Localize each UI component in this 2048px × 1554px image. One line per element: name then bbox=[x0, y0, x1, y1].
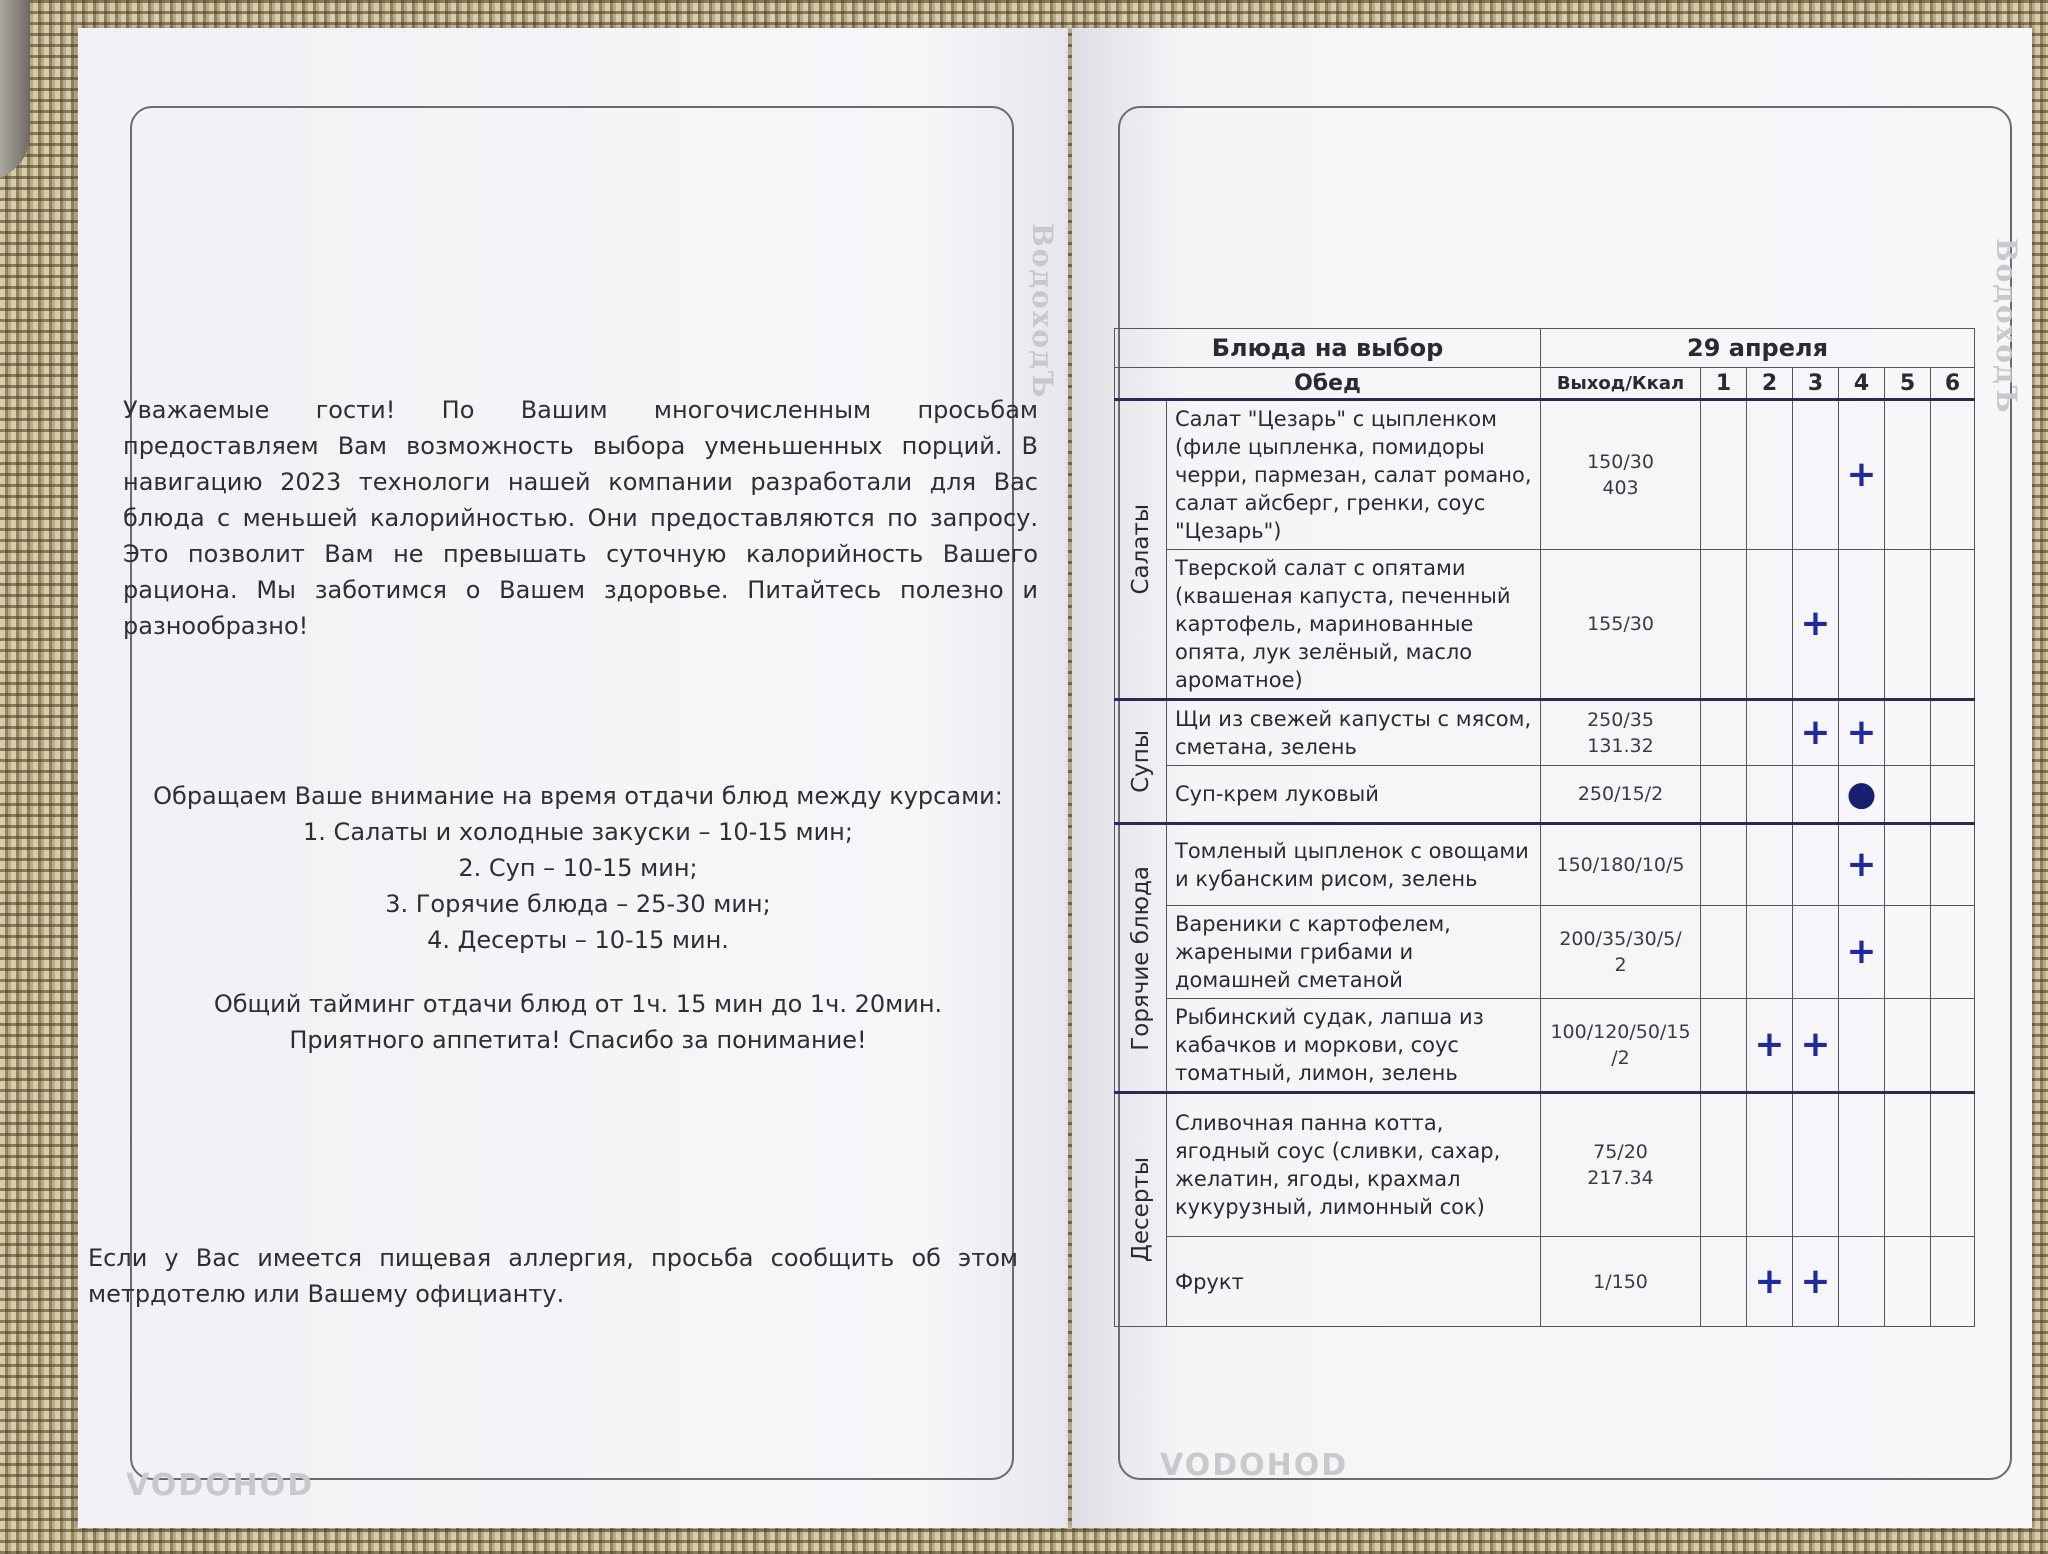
day-6-cell[interactable] bbox=[1931, 999, 1975, 1093]
menu-row bbox=[1115, 906, 1975, 999]
yield-weight: 1/150 bbox=[1593, 1270, 1648, 1293]
day-6-cell[interactable] bbox=[1931, 766, 1975, 824]
day-2-cell[interactable] bbox=[1747, 700, 1793, 766]
menu-row bbox=[1115, 1093, 1975, 1237]
right-page bbox=[1072, 28, 2032, 1528]
dish-yield bbox=[1541, 906, 1701, 999]
dish-name: Рыбинский судак, лапша из кабачков и моркови, соус томатный, лимон, зелень bbox=[1167, 999, 1541, 1093]
menu-row bbox=[1115, 700, 1975, 766]
day-6-cell[interactable] bbox=[1931, 906, 1975, 999]
day-5-cell[interactable] bbox=[1885, 1093, 1931, 1237]
allergy-note: Если у Вас имеется пищевая аллергия, просьба сообщить об этом метрдотелю или Вашему официанту. bbox=[88, 1244, 1018, 1308]
course-item: 3. Горячие блюда – 25-30 мин; bbox=[385, 890, 771, 918]
day-5-cell[interactable] bbox=[1885, 906, 1931, 999]
day-1-cell[interactable] bbox=[1701, 400, 1747, 550]
category-label: Десерты bbox=[1127, 1157, 1154, 1263]
dish-yield bbox=[1541, 766, 1701, 824]
header-day-2: 2 bbox=[1747, 368, 1793, 400]
yield-weight: 150/180/10/5 bbox=[1556, 854, 1685, 876]
day-1-cell[interactable] bbox=[1701, 906, 1747, 999]
day-6-cell[interactable] bbox=[1931, 550, 1975, 700]
day-4-cell[interactable] bbox=[1839, 906, 1885, 999]
course-timing-list bbox=[118, 814, 1038, 958]
handwritten-plus-mark: + bbox=[1846, 454, 1877, 495]
day-1-cell[interactable] bbox=[1701, 700, 1747, 766]
day-4-cell[interactable] bbox=[1839, 1093, 1885, 1237]
yield-weight: 100/120/50/15 bbox=[1550, 1021, 1691, 1043]
handwritten-plus-mark: + bbox=[1800, 712, 1831, 753]
day-4-cell[interactable] bbox=[1839, 1237, 1885, 1327]
day-2-cell[interactable] bbox=[1747, 1093, 1793, 1237]
yield-kcal: 217.34 bbox=[1587, 1167, 1654, 1189]
course-item: 2. Суп – 10-15 мин; bbox=[458, 854, 698, 882]
day-4-cell[interactable] bbox=[1839, 550, 1885, 700]
menu-selection-table bbox=[1114, 328, 1975, 1327]
spoon-utensil bbox=[0, 0, 30, 180]
handwritten-plus-mark: + bbox=[1800, 1024, 1831, 1065]
day-3-cell[interactable] bbox=[1793, 824, 1839, 906]
timing-block bbox=[118, 986, 1038, 1058]
header-dishes: Блюда на выбор bbox=[1115, 329, 1541, 368]
day-4-cell[interactable] bbox=[1839, 766, 1885, 824]
day-4-cell[interactable] bbox=[1839, 700, 1885, 766]
day-3-cell[interactable] bbox=[1793, 400, 1839, 550]
menu-row bbox=[1115, 999, 1975, 1093]
brand-bottom-logo: VODOHOD bbox=[126, 1468, 315, 1503]
dish-yield bbox=[1541, 550, 1701, 700]
day-2-cell[interactable] bbox=[1747, 824, 1793, 906]
category-label: Салаты bbox=[1127, 504, 1154, 595]
day-2-cell[interactable] bbox=[1747, 550, 1793, 700]
brand-bottom-logo: VODOHOD bbox=[1160, 1448, 1349, 1483]
day-2-cell[interactable] bbox=[1747, 1237, 1793, 1327]
day-5-cell[interactable] bbox=[1885, 550, 1931, 700]
yield-kcal: /2 bbox=[1611, 1047, 1630, 1069]
header-day-3: 3 bbox=[1793, 368, 1839, 400]
dish-yield bbox=[1541, 1237, 1701, 1327]
day-4-cell[interactable] bbox=[1839, 824, 1885, 906]
category-label: Супы bbox=[1127, 730, 1154, 793]
header-day-6: 6 bbox=[1931, 368, 1975, 400]
header-day-4: 4 bbox=[1839, 368, 1885, 400]
course-item: 4. Десерты – 10-15 мин. bbox=[427, 926, 729, 954]
day-2-cell[interactable] bbox=[1747, 766, 1793, 824]
category-label: Горячие блюда bbox=[1127, 865, 1154, 1051]
day-5-cell[interactable] bbox=[1885, 1237, 1931, 1327]
day-3-cell[interactable] bbox=[1793, 766, 1839, 824]
day-5-cell[interactable] bbox=[1885, 824, 1931, 906]
dish-name: Томленый цыпленок с овощами и кубанским рисом, зелень bbox=[1167, 824, 1541, 906]
dish-yield bbox=[1541, 1093, 1701, 1237]
intro-paragraph: Уважаемые гости! По Вашим многочисленным просьбам предоставляем Вам возможность выбора уменьшенных порций. В навигацию 2023 технологи нашей компании разработали для Вас блюда с меньшей калорийностью. Они предоставляются по запросу. Это позволит Вам не превышать суточную калорийность Вашего рациона. Мы заботимся о Вашем здоровье. Питайтесь полезно и разнообразно! bbox=[123, 396, 1038, 640]
header-yield: Выход/Ккал bbox=[1541, 368, 1701, 400]
dish-name: Тверской салат с опятами (квашеная капуста, печенный картофель, маринованные опята, лук зелёный, масло ароматное) bbox=[1167, 550, 1541, 700]
dish-yield bbox=[1541, 400, 1701, 550]
menu-row bbox=[1115, 400, 1975, 550]
day-4-cell[interactable] bbox=[1839, 999, 1885, 1093]
day-5-cell[interactable] bbox=[1885, 999, 1931, 1093]
day-5-cell[interactable] bbox=[1885, 700, 1931, 766]
dish-name: Сливочная панна котта, ягодный соус (сливки, сахар, желатин, ягоды, крахмал кукурузный, лимонный сок) bbox=[1167, 1093, 1541, 1237]
dish-name: Суп-крем луковый bbox=[1167, 766, 1541, 824]
handwritten-plus-mark: + bbox=[1800, 1260, 1831, 1302]
category-cell bbox=[1115, 400, 1167, 700]
day-3-cell[interactable] bbox=[1793, 906, 1839, 999]
handwritten-plus-mark: + bbox=[1754, 1260, 1785, 1302]
dish-name: Салат "Цезарь" с цыпленком (филе цыпленка, помидоры черри, пармезан, салат романо, салат айсберг, гренки, соус "Цезарь") bbox=[1167, 400, 1541, 550]
yield-weight: 200/35/30/5/ bbox=[1559, 928, 1682, 950]
day-6-cell[interactable] bbox=[1931, 1237, 1975, 1327]
menu-row bbox=[1115, 1237, 1975, 1327]
header-meal: Обед bbox=[1115, 368, 1541, 400]
category-cell bbox=[1115, 1093, 1167, 1327]
day-3-cell[interactable] bbox=[1793, 1093, 1839, 1237]
day-3-cell[interactable] bbox=[1793, 700, 1839, 766]
handwritten-plus-mark: + bbox=[1754, 1024, 1785, 1065]
handwritten-plus-mark: + bbox=[1846, 844, 1877, 885]
dish-yield bbox=[1541, 824, 1701, 906]
handwritten-plus-mark: + bbox=[1800, 603, 1831, 644]
day-1-cell[interactable] bbox=[1701, 766, 1747, 824]
yield-kcal: 131.32 bbox=[1587, 735, 1654, 757]
category-cell bbox=[1115, 700, 1167, 824]
day-1-cell[interactable] bbox=[1701, 550, 1747, 700]
dish-name: Щи из свежей капусты с мясом, сметана, зелень bbox=[1167, 700, 1541, 766]
serving-time-title: Обращаем Ваше внимание на время отдачи блюд между курсами: bbox=[153, 782, 1003, 810]
day-1-cell[interactable] bbox=[1701, 999, 1747, 1093]
menu-body bbox=[1115, 400, 1975, 1327]
yield-weight: 155/30 bbox=[1587, 613, 1654, 635]
day-6-cell[interactable] bbox=[1931, 1093, 1975, 1237]
day-3-cell[interactable] bbox=[1793, 1237, 1839, 1327]
dish-name: Вареники с картофелем, жареными грибами и домашней сметаной bbox=[1167, 906, 1541, 999]
total-timing-text: Общий тайминг отдачи блюд от 1ч. 15 мин до 1ч. 20мин. bbox=[213, 990, 943, 1018]
yield-weight: 75/20 bbox=[1593, 1141, 1648, 1163]
day-3-cell[interactable] bbox=[1793, 999, 1839, 1093]
day-1-cell[interactable] bbox=[1701, 1093, 1747, 1237]
yield-weight: 150/30 bbox=[1587, 451, 1654, 473]
header-day-1: 1 bbox=[1701, 368, 1747, 400]
day-2-cell[interactable] bbox=[1747, 906, 1793, 999]
thanks-text: Приятного аппетита! Спасибо за понимание! bbox=[289, 1026, 867, 1054]
day-5-cell[interactable] bbox=[1885, 766, 1931, 824]
header-day-5: 5 bbox=[1885, 368, 1931, 400]
course-item: 1. Салаты и холодные закуски – 10-15 мин; bbox=[303, 818, 853, 846]
day-1-cell[interactable] bbox=[1701, 1237, 1747, 1327]
day-1-cell[interactable] bbox=[1701, 824, 1747, 906]
handwritten-dot-mark: ● bbox=[1846, 774, 1877, 814]
dish-yield bbox=[1541, 999, 1701, 1093]
left-page bbox=[78, 28, 1068, 1528]
header-date: 29 апреля bbox=[1541, 329, 1975, 368]
day-6-cell[interactable] bbox=[1931, 700, 1975, 766]
brand-vertical-logo: ВодоходЪ bbox=[1990, 238, 2023, 415]
handwritten-plus-mark: + bbox=[1846, 931, 1877, 972]
dish-name: Фрукт bbox=[1167, 1237, 1541, 1327]
day-6-cell[interactable] bbox=[1931, 400, 1975, 550]
day-2-cell[interactable] bbox=[1747, 999, 1793, 1093]
day-6-cell[interactable] bbox=[1931, 824, 1975, 906]
day-3-cell[interactable] bbox=[1793, 550, 1839, 700]
menu-row bbox=[1115, 550, 1975, 700]
handwritten-plus-mark: + bbox=[1846, 712, 1877, 753]
dish-yield bbox=[1541, 700, 1701, 766]
brand-vertical-logo: ВодоходЪ bbox=[1026, 223, 1059, 400]
yield-weight: 250/15/2 bbox=[1577, 783, 1664, 805]
yield-weight: 250/35 bbox=[1587, 709, 1654, 731]
yield-kcal: 403 bbox=[1602, 477, 1639, 499]
menu-row bbox=[1115, 824, 1975, 906]
day-2-cell[interactable] bbox=[1747, 400, 1793, 550]
yield-kcal: 2 bbox=[1614, 954, 1627, 976]
menu-row bbox=[1115, 766, 1975, 824]
day-5-cell[interactable] bbox=[1885, 400, 1931, 550]
day-4-cell[interactable] bbox=[1839, 400, 1885, 550]
category-cell bbox=[1115, 824, 1167, 1093]
